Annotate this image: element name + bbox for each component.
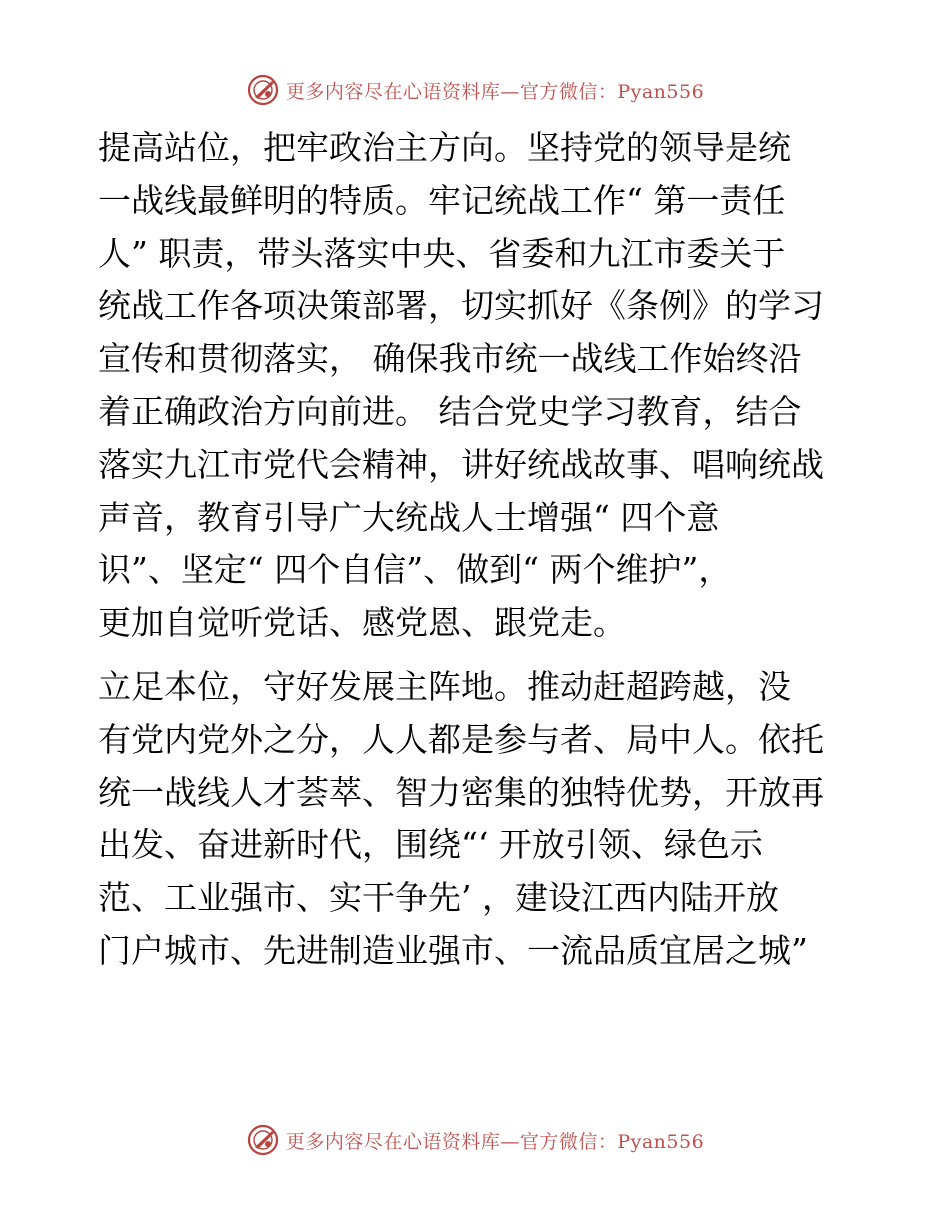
header-banner <box>0 70 950 110</box>
text-line: 出发、奋进新时代，围绕“‘ 开放引领、绿色示 <box>98 825 763 865</box>
text-line: 统一战线人才荟萃、智力密集的独特优势，开放再 <box>98 772 824 812</box>
text-line: 立足本位，守好发展主阵地。推动赶超跨越，没 <box>98 666 791 706</box>
banner-text: 更多内容尽在心语资料库—官方微信：Pyan556 <box>285 1130 705 1153</box>
text-line: 统战工作各项决策部署，切实抓好《条例》的学习 <box>98 286 824 326</box>
text-line: 落实九江市党代会精神，讲好统战故事、唱响统战 <box>98 444 824 484</box>
document-body <box>98 122 858 978</box>
text-line: 声音，教育引导广大统战人士增强“ 四个意 <box>98 497 720 537</box>
text-line: 识”、坚定“ 四个自信”、做到“ 两个维护”， <box>98 550 732 590</box>
paragraph-1 <box>98 122 858 650</box>
text-line: 一战线最鲜明的特质。牢记统战工作“ 第一责任 <box>98 180 786 220</box>
text-line: 着正确政治方向前进。 结合党史学习教育，结合 <box>98 391 802 431</box>
footer-banner <box>0 1120 950 1160</box>
text-line: 人” 职责，带头落实中央、省委和九江市委关于 <box>98 233 786 273</box>
brand-logo-icon <box>246 73 280 107</box>
banner-text: 更多内容尽在心语资料库—官方微信：Pyan556 <box>285 80 705 103</box>
text-line: 提高站位，把牢政治主方向。坚持党的领导是统 <box>98 128 791 167</box>
text-line: 有党内党外之分，人人都是参与者、局中人。依托 <box>98 719 824 759</box>
text-line: 范、工业强市、实干争先’ ，建设江西内陆开放 <box>98 878 779 918</box>
text-line: 宣传和贯彻落实， 确保我市统一战线工作始终沿 <box>98 339 802 379</box>
text-line: 门户城市、先进制造业强市、一流品质宜居之城” <box>98 930 808 970</box>
paragraph-2 <box>98 661 858 978</box>
brand-logo-icon <box>246 1123 280 1157</box>
text-line: 更加自觉听党话、感党恩、跟党走。 <box>98 603 626 643</box>
